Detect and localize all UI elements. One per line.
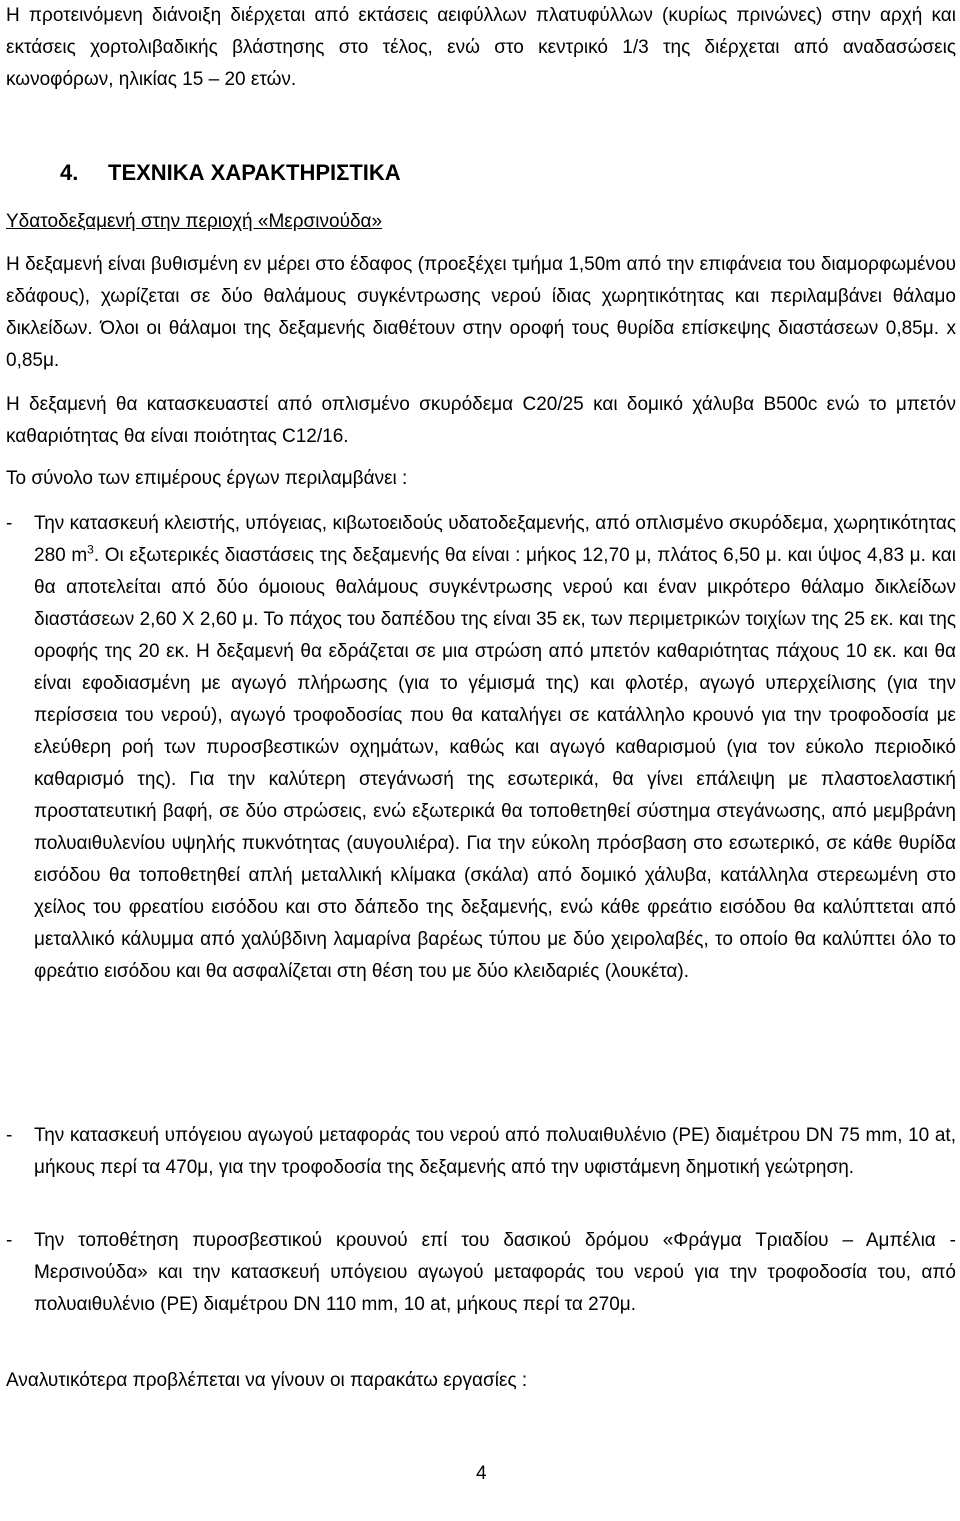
list-dash: - [6,1230,13,1251]
page-number: 4 [476,1463,487,1484]
list-dash: - [6,513,13,534]
list-item-text [34,508,956,988]
list-item [6,1120,956,1184]
paragraph-works-intro: Το σύνολο των επιμέρους έργων περιλαμβάνει : [6,468,408,489]
list-item [6,508,956,988]
section-number: 4. [60,160,79,185]
subheading: Υδατοδεξαμενή στην περιοχή «Μερσινούδα» [6,211,383,232]
superscript: 3 [87,542,94,557]
list-item [6,1225,956,1321]
list-item-text-part: . Οι εξωτερικές διαστάσεις της δεξαμενής θα είναι : μήκος 12,70 μ, πλάτος 6,50 μ. και ύψος 4,83 μ. και θα αποτελείται από δύο όμοιους θαλάμους συγκέντρωσης νερού και έναν μικρότερο θάλαμο δικλείδων διαστάσεων 2,60 Χ 2,60 μ. Το πάχος του δαπέδου της είναι 35 εκ, των περιμετρικών τοιχίων της 25 εκ. και της οροφής της 20 εκ. Η δεξαμενή θα εδράζεται σε μια στρώση από μπετόν καθαριότητας πάχους 10 εκ. και θα είναι εφοδιασμένη με αγωγό πλήρωσης (για το γέμισμά της) και φλοτέρ, αγωγό υπερχείλισης (για την περίσσεια του νερού), αγωγό τροφοδοσίας που θα καταλήγει σε κατάλληλο κρουνό για την τροφοδοσία με ελεύθερη ροή των πυροσβεστικών οχημάτων, καθώς και αγωγό καθαρισμού (για τον εύκολο περιοδικό καθαρισμό της). Για την καλύτερη στεγάνωσή της εσωτερικά, θα γίνει επάλειψη με πλαστοελαστική προστατευτική βαφή, σε δύο στρώσεις, ενώ εξωτερικά θα τοποθετηθεί σύστημα στεγάνωσης, από μεμβράνη πολυαιθυλενίου υψηλής πυκνότητας (αυγουλιέρα). Για την εύκολη πρόσβαση στο εσωτερικό, σε κάθε θυρίδα εισόδου θα τοποθετηθεί απλή μεταλλική κλίμακα (σκάλα) από δομικό χάλυβα, κατάλληλα στερεωμένη στο χείλος του φρεατίου εισόδου και στο δάπεδο της δεξαμενής, ενώ κάθε φρεάτιο εισόδου θα καλύπτεται από μεταλλικό κάλυμμα από χαλύβδινη λαμαρίνα βαρέως τύπου με δύο χειρολαβές, το οποίο θα καλύπτει όλο το φρεάτιο εισόδου και θα ασφαλίζεται στη θέση του με δύο κλειδαριές (λουκέτα). [34,545,956,982]
paragraph-tank-description: Η δεξαμενή είναι βυθισμένη εν μέρει στο έδαφος (προεξέχει τμήμα 1,50m από την επιφάνεια του διαμορφωμένου εδάφους), χωρίζεται σε δύο θαλάμους συγκέντρωσης νερού ίδιας χωρητικότητας και περιλαμβάνει θάλαμο δικλείδων. Όλοι οι θάλαμοι της δεξαμενής διαθέτουν στην οροφή τους θυρίδα επίσκεψης διαστάσεων 0,85μ. x 0,85μ. [6,254,956,371]
section-title: ΤΕΧΝΙΚΑ ΧΑΡΑΚΤΗΡΙΣΤΙΚΑ [108,160,401,185]
section-heading [60,157,401,189]
list-dash: - [6,1125,13,1146]
document-page [6,0,956,1521]
paragraph-closing: Αναλυτικότερα προβλέπεται να γίνουν οι παρακάτω εργασίες : [6,1370,528,1391]
list-item-text: Την κατασκευή υπόγειου αγωγού μεταφοράς του νερού από πολυαιθυλένιο (PE) διαμέτρου DN 75 mm, 10 at, μήκους περί τα 470μ, για την τροφοδοσία της δεξαμενής από την υφιστάμενη δημοτική γεώτρηση. [34,1125,956,1178]
list-item-text: Την τοποθέτηση πυροσβεστικού κρουνού επί του δασικού δρόμου «Φράγμα Τριαδίου – Αμπέλια - Μερσινούδα» και την κατασκευή υπόγειου αγωγού μεταφοράς του νερού για την τροφοδοσία του, από πολυαιθυλένιο (PE) διαμέτρου DN 110 mm, 10 at, μήκους περί τα 270μ. [34,1230,956,1315]
paragraph-materials: Η δεξαμενή θα κατασκευαστεί από οπλισμένο σκυρόδεμα C20/25 και δομικό χάλυβα B500c ενώ το μπετόν καθαριότητας θα είναι ποιότητας C12/16. [6,394,956,447]
list-item-text-part: Την κατασκευή κλειστής, υπόγειας, κιβωτοειδούς υδατοδεξαμενής, από οπλισμένο σκυρόδεμα, χωρητικότητας 280 m [34,513,956,566]
intro-paragraph: Η προτεινόμενη διάνοιξη διέρχεται από εκτάσεις αειφύλλων πλατυφύλλων (κυρίως πρινώνες) στην αρχή και εκτάσεις χορτολιβαδικής βλάστησης στο τέλος, ενώ στο κεντρικό 1/3 της διέρχεται από αναδασώσεις κωνοφόρων, ηλικίας 15 – 20 ετών. [6,5,956,90]
